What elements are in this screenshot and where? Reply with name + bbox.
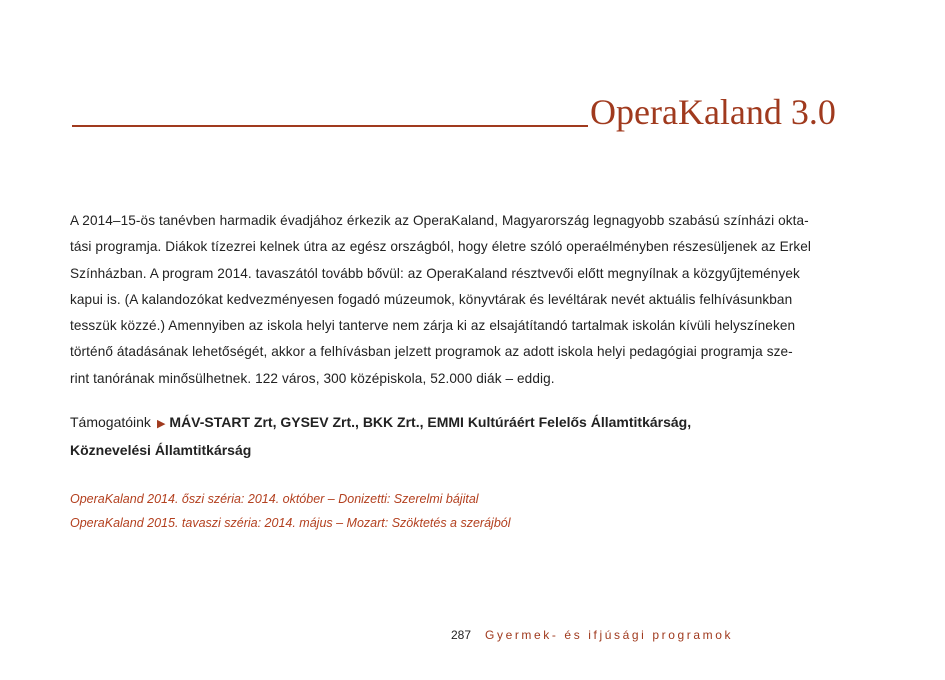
sponsors-names-continued: Köznevelési Államtitkárság [70, 442, 252, 458]
sponsors-label: Támogatóink [70, 414, 151, 430]
body-line: kapui is. (A kalandozókat kedvezményesen fogadó múzeumok, könyvtárak és levéltárak nevét aktuális felhívásunkban [70, 291, 793, 307]
body-line: Színházban. A program 2014. tavaszától tovább bővül: az OperaKaland résztvevői előtt megnyílnak a közgyűjtemények [70, 265, 800, 281]
page-footer [451, 628, 733, 642]
title-rule [72, 125, 588, 127]
arrow-right-icon: ▶ [156, 418, 166, 430]
body-line: tesszük közzé.) Amennyiben az iskola helyi tanterve nem zárja ki az elsajátítandó tartalmak iskolán kívüli helyszíneken [70, 318, 796, 334]
body-line: történő átadásának lehetőségét, akkor a felhívásban jelzett programok az adott iskola helyi pedagógiai programja sze- [70, 344, 793, 360]
page-title: OperaKaland 3.0 [590, 92, 836, 132]
body-paragraph [70, 208, 870, 392]
series-item: OperaKaland 2014. őszi széria: 2014. október – Donizetti: Szerelmi bájital [70, 492, 479, 506]
series-list [70, 487, 511, 535]
sponsors-block [70, 409, 870, 463]
body-line: rint tanórának minősülhetnek. 122 város, 300 középiskola, 52.000 diák – eddig. [70, 370, 555, 386]
body-line: tási programja. Diákok tízezrei kelnek útra az egész országból, hogy életre szóló operaélményben részesüljenek az Erkel [70, 239, 812, 255]
page-number: 287 [451, 628, 472, 642]
sponsors-names: MÁV-START Zrt, GYSEV Zrt., BKK Zrt., EMMI Kultúráért Felelős Államtitkárság, [169, 414, 692, 430]
series-item: OperaKaland 2015. tavaszi széria: 2014. május – Mozart: Szöktetés a szerájból [70, 516, 511, 530]
body-line: A 2014–15-ös tanévben harmadik évadjához érkezik az OperaKaland, Magyarország legnagyobb szabású színházi okta- [70, 213, 809, 228]
section-title: Gyermek- és ifjúsági programok [485, 628, 734, 642]
